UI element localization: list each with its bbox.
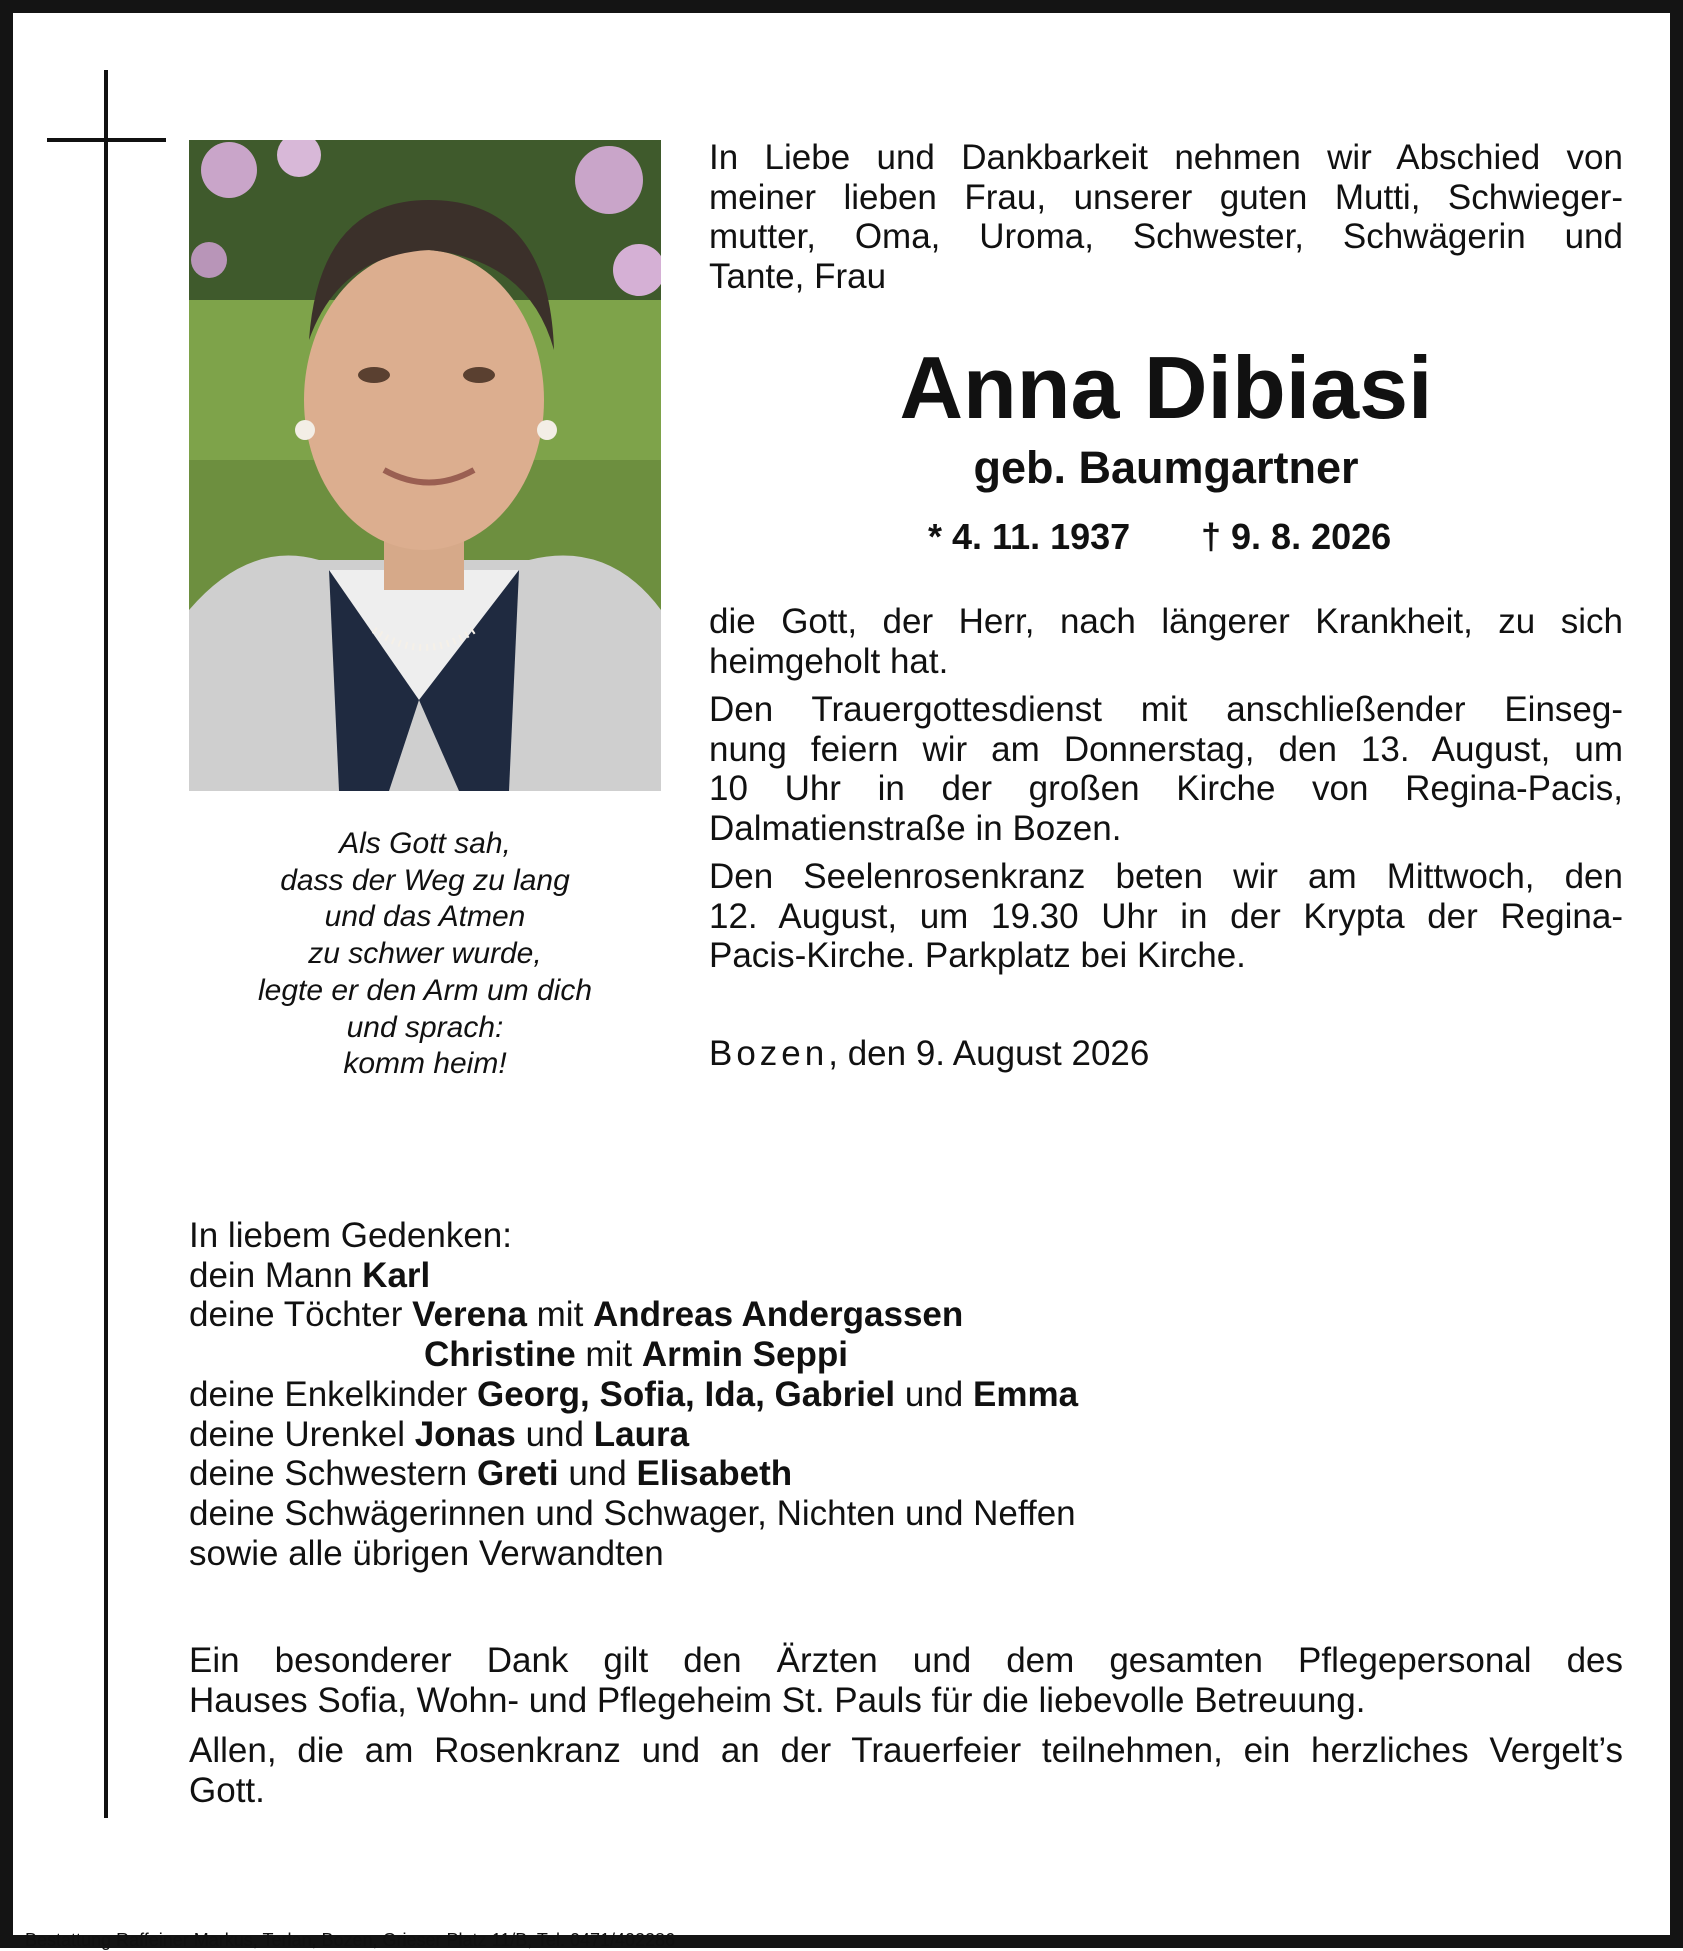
- mourner-name: Jonas: [414, 1414, 516, 1454]
- birth-date: * 4. 11. 1937: [928, 516, 1131, 557]
- intro-text: [709, 138, 1623, 296]
- mourner-name: Emma: [972, 1374, 1079, 1414]
- text-line: Ein besonderer Dank gilt den Ärzten und dem gesamten Pflegepersonal des: [189, 1641, 1623, 1680]
- mourner-name: Greti: [476, 1454, 559, 1494]
- mourner-name: Christine: [424, 1335, 576, 1375]
- text-line: die Gott, der Herr, nach längerer Krankheit, zu sich: [709, 602, 1623, 641]
- paragraph-homecoming: [709, 602, 1623, 681]
- mourner-relation: deine Schwestern: [189, 1454, 477, 1494]
- mourner-line-sisters: [189, 1454, 1289, 1494]
- place-date: [709, 1032, 1149, 1076]
- cross-vertical-bar: [104, 70, 108, 1818]
- mourner-name: Laura: [593, 1414, 690, 1454]
- paragraph-funeral: [709, 690, 1623, 848]
- maiden-name: geb. Baumgartner: [973, 442, 1359, 493]
- poem-line: legte er den Arm um dich: [257, 973, 593, 1007]
- mourner-relation: deine Enkelkinder: [189, 1374, 477, 1414]
- paragraph-thanks-staff: [189, 1641, 1623, 1720]
- mourner-connector: mit: [526, 1295, 594, 1335]
- text-line: nung feiern wir am Donnerstag, den 13. August, um: [709, 729, 1623, 769]
- mourners-list: [189, 1216, 1289, 1573]
- mourner-line-greatgrandchildren: [189, 1415, 1289, 1455]
- poem-line: komm heim!: [343, 1047, 507, 1081]
- death-date: † 9. 8. 2026: [1201, 516, 1392, 557]
- mourners-heading: In liebem Gedenken:: [189, 1216, 512, 1255]
- mourner-relation: dein Mann: [189, 1255, 363, 1295]
- text-line: Den Seelenrosenkranz beten wir am Mittwoch, den: [709, 857, 1623, 896]
- intro-line: In Liebe und Dankbarkeit nehmen wir Abschied von: [709, 138, 1623, 177]
- place-date-text: , den 9. August 2026: [828, 1034, 1150, 1073]
- paragraph-thanks-attendees: [189, 1731, 1623, 1810]
- mourner-connector: mit: [575, 1335, 642, 1375]
- poem-line: und sprach:: [346, 1010, 504, 1044]
- poem-line: und das Atmen: [324, 900, 526, 934]
- intro-line: meiner lieben Frau, unserer guten Mutti, Schwieger-: [709, 177, 1623, 217]
- mourner-line-daughter2: [189, 1335, 1289, 1375]
- text-line: Gott.: [189, 1770, 265, 1810]
- place-city: Bozen: [709, 1034, 829, 1073]
- intro-line: mutter, Oma, Uroma, Schwester, Schwägerin und: [709, 217, 1623, 256]
- mourner-connector: und: [895, 1374, 973, 1414]
- text-line: Allen, die am Rosenkranz und an der Trauerfeier teilnehmen, ein herzliches Vergelt’s: [189, 1731, 1623, 1770]
- text-line: Den Trauergottesdienst mit anschließender Einseg-: [709, 690, 1623, 729]
- mourner-name: Andreas Andergassen: [593, 1295, 964, 1335]
- mourner-name: Karl: [362, 1255, 431, 1295]
- text-line: heimgeholt hat.: [709, 641, 949, 681]
- mourner-name: Armin Seppi: [641, 1335, 848, 1375]
- mourner-line-grandchildren: [189, 1375, 1289, 1415]
- mourner-name: Elisabeth: [636, 1454, 793, 1494]
- text-line: 10 Uhr in der großen Kirche von Regina-Pacis,: [709, 769, 1623, 808]
- text-line: Pacis-Kirche. Parkplatz bei Kirche.: [709, 936, 1246, 975]
- mourner-line-daughter1: [189, 1295, 1289, 1335]
- mourner-relation: deine Töchter: [189, 1295, 413, 1335]
- paragraph-rosary: [709, 857, 1623, 976]
- poem: [189, 826, 661, 1083]
- thanks-text: [189, 1641, 1623, 1821]
- cross-horizontal-bar: [47, 138, 166, 142]
- mourner-line-others: sowie alle übrigen Verwandten: [189, 1533, 664, 1573]
- mourner-connector: und: [515, 1414, 594, 1454]
- mourner-name: Verena: [412, 1295, 527, 1335]
- intro-line: Tante, Frau: [709, 256, 887, 296]
- text-line: Dalmatienstraße in Bozen.: [709, 808, 1122, 848]
- main-text: [709, 602, 1623, 985]
- mourner-name: Georg, Sofia, Ida, Gabriel: [476, 1374, 896, 1414]
- text-line: Hauses Sofia, Wohn- und Pflegeheim St. Pauls für die liebevolle Betreuung.: [189, 1680, 1366, 1720]
- text-line: 12. August, um 19.30 Uhr in der Krypta der Regina-: [709, 896, 1623, 936]
- poem-line: zu schwer wurde,: [308, 937, 542, 971]
- deceased-name: Anna Dibiasi: [899, 338, 1433, 437]
- portrait-photo: [189, 140, 661, 791]
- mourner-line-husband: [189, 1256, 1289, 1296]
- poem-line: dass der Weg zu lang: [280, 863, 570, 897]
- mourner-line-inlaws: deine Schwägerinnen und Schwager, Nichten und Neffen: [189, 1493, 1076, 1533]
- poem-line: Als Gott sah,: [339, 827, 511, 860]
- mourner-connector: und: [558, 1454, 637, 1494]
- mourner-relation: deine Urenkel: [189, 1414, 415, 1454]
- funeral-home-footer: Bestattung Raffeiner Markus, Terlan, Bozen, Grieser Platz 11/B, Tel. 0471/402286: [25, 1930, 676, 1950]
- portrait-illustration: [189, 140, 661, 791]
